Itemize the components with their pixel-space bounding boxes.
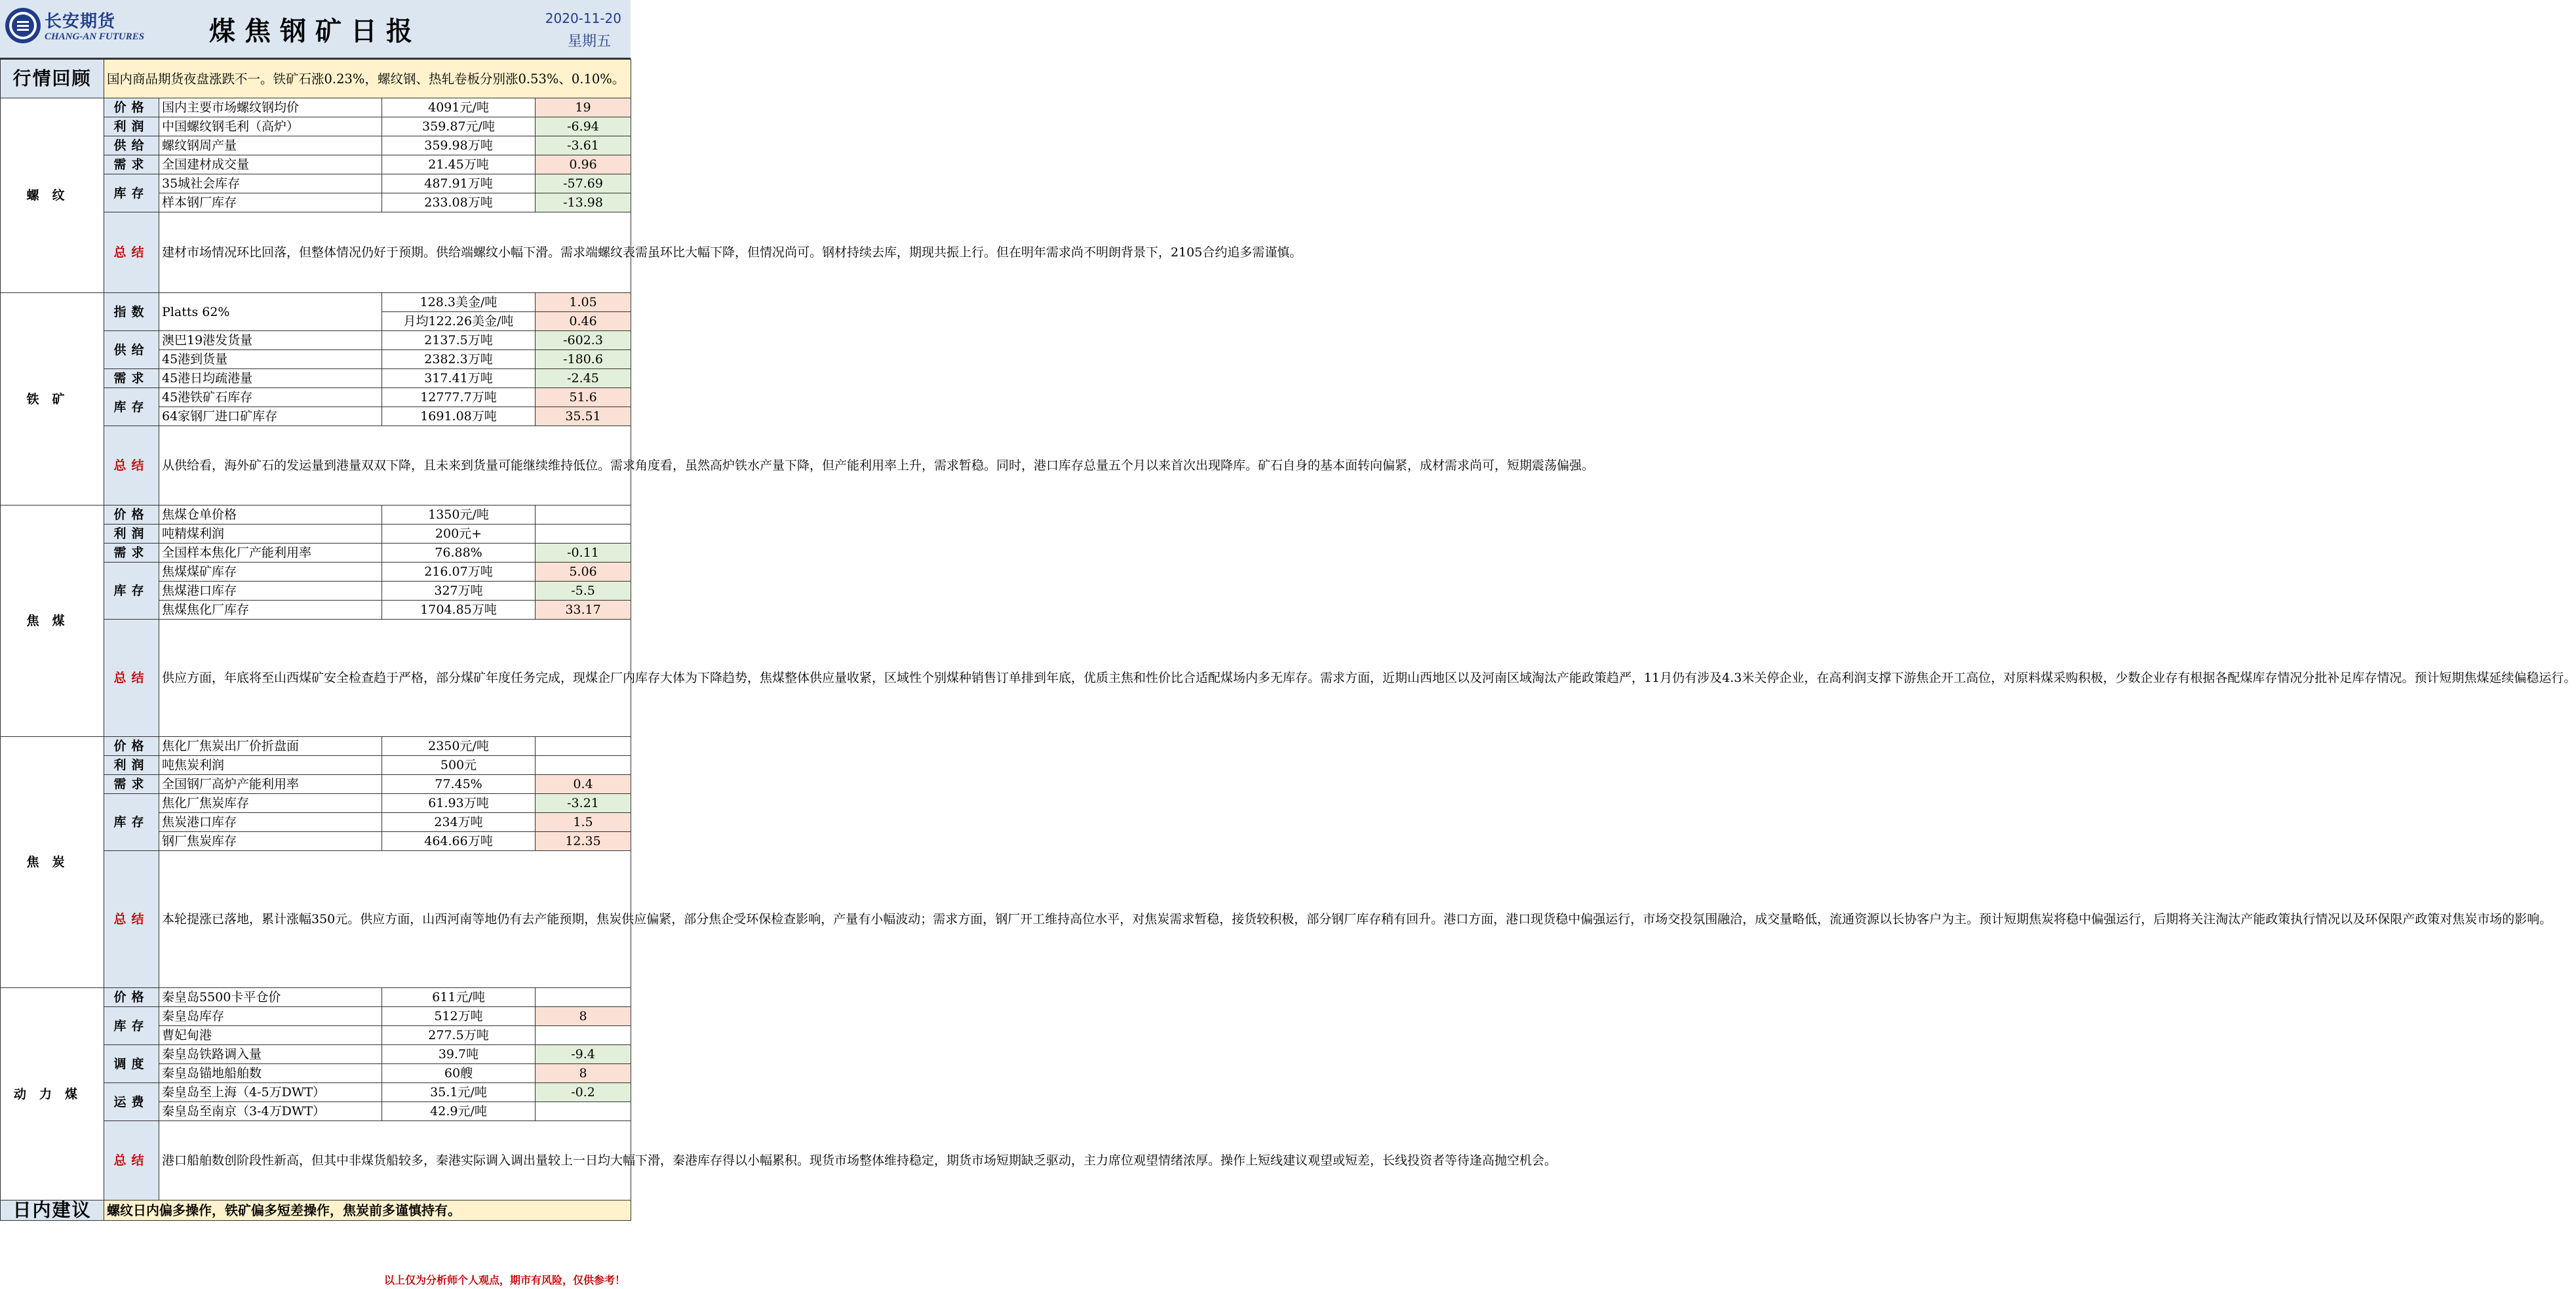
coking_coal-item-name: 焦煤煤矿库存 xyxy=(159,563,382,582)
iron_ore-item-value: 12777.7万吨 xyxy=(382,388,536,407)
rebar-item-name: 螺纹钢周产量 xyxy=(159,136,382,155)
iron_ore-section-label: 铁矿 xyxy=(1,293,104,506)
iron_ore-category-index: 指数 xyxy=(104,293,159,331)
coking_coal-item-change: -0.11 xyxy=(536,544,631,563)
coking_coal-item-name: 全国样本焦化厂产能利用率 xyxy=(159,544,382,563)
coke-item-change: 1.5 xyxy=(536,813,631,832)
iron_ore-category: 需求 xyxy=(104,369,159,388)
iron_ore-item-name: 64家钢厂进口矿库存 xyxy=(159,407,382,426)
iron_ore-item-name: 45港到货量 xyxy=(159,350,382,369)
coking_coal-summary-text: 供应方面，年底将至山西煤矿安全检查趋于严格，部分煤矿年度任务完成，现煤企厂内库存大体为下降趋势，焦煤整体供应量收紧，区域性个别煤种销售订单排到年底，优质主焦和性价比合适配煤场内多无库存。需求方面，近期山西地区以及河南区域淘汰产能政策趋严，11月仍有涉及4.3米关停企业，在高利润支撑下游焦企开工高位，对原料煤采购积极，少数企业存有根据各配煤库存情况分批补足库存情况。预计短期焦煤延续偏稳运行。 xyxy=(159,620,631,737)
report-weekday: 星期五 xyxy=(567,33,611,50)
rebar-item-name: 全国建材成交量 xyxy=(159,155,382,174)
iron_ore-item-name: 澳巴19港发货量 xyxy=(159,331,382,350)
coke-item-name: 焦炭港口库存 xyxy=(159,813,382,832)
thermal_coal-item-name: 秦皇岛至上海（4-5万DWT） xyxy=(159,1083,382,1102)
thermal_coal-item-value: 42.9元/吨 xyxy=(382,1102,536,1121)
coke-item-name: 吨焦炭利润 xyxy=(159,756,382,775)
thermal_coal-category: 调度 xyxy=(104,1045,159,1083)
iron_ore-index-row xyxy=(1,293,631,312)
coke-category: 价格 xyxy=(104,737,159,756)
iron_ore-item-change: 51.6 xyxy=(536,388,631,407)
rebar-item-change: -3.61 xyxy=(536,136,631,155)
coke-item-value: 2350元/吨 xyxy=(382,737,536,756)
coking_coal-item-change xyxy=(536,525,631,544)
iron_ore-index-change: 0.46 xyxy=(536,312,631,331)
thermal_coal-section-label: 动力煤 xyxy=(1,988,104,1200)
rebar-summary-label: 总结 xyxy=(104,212,159,293)
iron_ore-item-name: 45港铁矿石库存 xyxy=(159,388,382,407)
rebar-category: 价格 xyxy=(104,98,159,117)
rebar-item-name: 35城社会库存 xyxy=(159,174,382,193)
thermal_coal-item-name: 秦皇岛至南京（3-4万DWT） xyxy=(159,1102,382,1121)
iron_ore-item-name: 45港日均疏港量 xyxy=(159,369,382,388)
iron_ore-index-item: Platts 62% xyxy=(159,293,382,331)
coking_coal-item-value: 200元+ xyxy=(382,525,536,544)
thermal_coal-item-change: -9.4 xyxy=(536,1045,631,1064)
iron_ore-item-change: -2.45 xyxy=(536,369,631,388)
market-review-label: 行情回顾 xyxy=(1,60,104,98)
rebar-category: 供给 xyxy=(104,136,159,155)
coke-category: 利润 xyxy=(104,756,159,775)
report-table xyxy=(0,59,2576,1221)
coking_coal-item-change: 33.17 xyxy=(536,601,631,620)
thermal_coal-item-name: 曹妃甸港 xyxy=(159,1026,382,1045)
coke-data-row xyxy=(1,737,631,756)
coking_coal-item-name: 焦煤港口库存 xyxy=(159,582,382,601)
market-review-text: 国内商品期货夜盘涨跌不一。铁矿石涨0.23%，螺纹钢、热轧卷板分别涨0.53%、0.10%。 xyxy=(104,60,631,98)
rebar-item-value: 21.45万吨 xyxy=(382,155,536,174)
coke-item-name: 焦化厂焦炭库存 xyxy=(159,794,382,813)
thermal_coal-item-change: 8 xyxy=(536,1007,631,1026)
iron_ore-index-change: 1.05 xyxy=(536,293,631,312)
thermal_coal-item-change xyxy=(536,1026,631,1045)
coke-item-value: 234万吨 xyxy=(382,813,536,832)
coking_coal-item-value: 1704.85万吨 xyxy=(382,601,536,620)
advice-row xyxy=(1,1200,631,1221)
thermal_coal-item-value: 60艘 xyxy=(382,1064,536,1083)
coking_coal-item-value: 1350元/吨 xyxy=(382,506,536,525)
rebar-item-change: 19 xyxy=(536,98,631,117)
coking_coal-item-change xyxy=(536,506,631,525)
thermal_coal-summary-label: 总结 xyxy=(104,1121,159,1200)
rebar-item-value: 233.08万吨 xyxy=(382,193,536,212)
advice-label: 日内建议 xyxy=(1,1200,104,1221)
coking_coal-category: 需求 xyxy=(104,544,159,563)
thermal_coal-item-change: 8 xyxy=(536,1064,631,1083)
coke-item-change xyxy=(536,756,631,775)
iron_ore-item-change: 35.51 xyxy=(536,407,631,426)
rebar-item-change: -6.94 xyxy=(536,117,631,136)
market-review-row xyxy=(1,60,631,98)
rebar-item-value: 359.87元/吨 xyxy=(382,117,536,136)
rebar-item-change: 0.96 xyxy=(536,155,631,174)
coking_coal-item-value: 76.88% xyxy=(382,544,536,563)
thermal_coal-item-change xyxy=(536,1102,631,1121)
coke-item-change xyxy=(536,737,631,756)
iron_ore-category: 库存 xyxy=(104,388,159,426)
iron_ore-item-value: 2137.5万吨 xyxy=(382,331,536,350)
coking_coal-item-value: 216.07万吨 xyxy=(382,563,536,582)
iron_ore-index-value: 128.3美金/吨 xyxy=(382,293,536,312)
thermal_coal-item-change: -0.2 xyxy=(536,1083,631,1102)
iron_ore-summary-label: 总结 xyxy=(104,426,159,506)
thermal_coal-item-value: 39.7吨 xyxy=(382,1045,536,1064)
coke-item-name: 钢厂焦炭库存 xyxy=(159,832,382,851)
coke-item-name: 全国钢厂高炉产能利用率 xyxy=(159,775,382,794)
thermal_coal-item-value: 611元/吨 xyxy=(382,988,536,1007)
rebar-item-value: 359.98万吨 xyxy=(382,136,536,155)
coking_coal-item-change: -5.5 xyxy=(536,582,631,601)
rebar-item-name: 样本钢厂库存 xyxy=(159,193,382,212)
report-header xyxy=(0,0,631,59)
thermal_coal-item-name: 秦皇岛库存 xyxy=(159,1007,382,1026)
brand-name-cn: 长安期货 xyxy=(45,12,116,31)
rebar-item-change: -13.98 xyxy=(536,193,631,212)
thermal_coal-item-value: 35.1元/吨 xyxy=(382,1083,536,1102)
coking_coal-category: 利润 xyxy=(104,525,159,544)
coke-summary-text: 本轮提涨已落地，累计涨幅350元。供应方面，山西河南等地仍有去产能预期，焦炭供应偏紧，部分焦企受环保检查影响，产量有小幅波动；需求方面，钢厂开工维持高位水平，对焦炭需求暂稳，接货较积极，部分钢厂库存稍有回升。港口方面，港口现货稳中偏强运行，市场交投氛围融洽，成交量略低，流通资源以长协客户为主。预计短期焦炭将稳中偏强运行，后期将关注淘汰产能政策执行情况以及环保限产政策对焦炭市场的影响。 xyxy=(159,851,631,988)
rebar-item-value: 487.91万吨 xyxy=(382,174,536,193)
iron_ore-item-value: 2382.3万吨 xyxy=(382,350,536,369)
coking_coal-category: 价格 xyxy=(104,506,159,525)
thermal_coal-item-value: 277.5万吨 xyxy=(382,1026,536,1045)
coking_coal-item-change: 5.06 xyxy=(536,563,631,582)
rebar-item-change: -57.69 xyxy=(536,174,631,193)
rebar-item-name: 中国螺纹钢毛利（高炉） xyxy=(159,117,382,136)
coke-item-value: 464.66万吨 xyxy=(382,832,536,851)
rebar-category: 利润 xyxy=(104,117,159,136)
iron_ore-item-value: 1691.08万吨 xyxy=(382,407,536,426)
coke-item-change: -3.21 xyxy=(536,794,631,813)
advice-text: 螺纹日内偏多操作，铁矿偏多短差操作，焦炭前多谨慎持有。 xyxy=(104,1200,631,1221)
rebar-data-row xyxy=(1,98,631,117)
thermal_coal-category: 价格 xyxy=(104,988,159,1007)
coke-item-change: 12.35 xyxy=(536,832,631,851)
coke-item-value: 77.45% xyxy=(382,775,536,794)
coke-category: 库存 xyxy=(104,794,159,851)
coke-item-name: 焦化厂焦炭出厂价折盘面 xyxy=(159,737,382,756)
thermal_coal-data-row xyxy=(1,988,631,1007)
coke-section-label: 焦炭 xyxy=(1,737,104,988)
coke-item-value: 61.93万吨 xyxy=(382,794,536,813)
coking_coal-category: 库存 xyxy=(104,563,159,620)
thermal_coal-category: 运费 xyxy=(104,1083,159,1121)
brand-name-en: CHANG-AN FUTURES xyxy=(45,31,145,42)
thermal_coal-item-name: 秦皇岛5500卡平仓价 xyxy=(159,988,382,1007)
rebar-item-name: 国内主要市场螺纹钢均价 xyxy=(159,98,382,117)
coke-category: 需求 xyxy=(104,775,159,794)
thermal_coal-category: 库存 xyxy=(104,1007,159,1045)
disclaimer: 以上仅为分析师个人观点，期市有风险，仅供参考！ xyxy=(383,1274,625,1286)
coke-summary-label: 总结 xyxy=(104,851,159,988)
rebar-section-label: 螺纹 xyxy=(1,98,104,293)
coking_coal-summary-label: 总结 xyxy=(104,620,159,737)
coking_coal-section-label: 焦煤 xyxy=(1,506,104,737)
iron_ore-category: 供给 xyxy=(104,331,159,369)
rebar-item-value: 4091元/吨 xyxy=(382,98,536,117)
coke-item-value: 500元 xyxy=(382,756,536,775)
report-date: 2020-11-20 xyxy=(545,10,621,26)
rebar-category: 库存 xyxy=(104,174,159,212)
report-title: 煤焦钢矿日报 xyxy=(209,16,421,47)
iron_ore-index-value: 月均122.26美金/吨 xyxy=(382,312,536,331)
coke-item-change: 0.4 xyxy=(536,775,631,794)
coking_coal-item-value: 327万吨 xyxy=(382,582,536,601)
rebar-category: 需求 xyxy=(104,155,159,174)
coking_coal-data-row xyxy=(1,506,631,525)
thermal_coal-item-name: 秦皇岛铁路调入量 xyxy=(159,1045,382,1064)
iron_ore-item-change: -602.3 xyxy=(536,331,631,350)
iron_ore-item-change: -180.6 xyxy=(536,350,631,369)
thermal_coal-item-change xyxy=(536,988,631,1007)
iron_ore-summary-text: 从供给看，海外矿石的发运量到港量双双下降，且未来到货量可能继续维持低位。需求角度看，虽然高炉铁水产量下降，但产能利用率上升，需求暂稳。同时，港口库存总量五个月以来首次出现降库。矿石自身的基本面转向偏紧，成材需求尚可，短期震荡偏强。 xyxy=(159,426,631,506)
coking_coal-item-name: 焦煤焦化厂库存 xyxy=(159,601,382,620)
coking_coal-item-name: 焦煤仓单价格 xyxy=(159,506,382,525)
coking_coal-item-name: 吨精煤利润 xyxy=(159,525,382,544)
thermal_coal-summary-text: 港口船舶数创阶段性新高，但其中非煤货船较多，秦港实际调入调出量较上一日均大幅下滑，秦港库存得以小幅累积。现货市场整体维持稳定，期货市场短期缺乏驱动，主力席位观望情绪浓厚。操作上短线建议观望或短差，长线投资者等待逢高抛空机会。 xyxy=(159,1121,631,1200)
thermal_coal-item-value: 512万吨 xyxy=(382,1007,536,1026)
iron_ore-item-value: 317.41万吨 xyxy=(382,369,536,388)
rebar-summary-text: 建材市场情况环比回落，但整体情况仍好于预期。供给端螺纹小幅下滑。需求端螺纹表需虽环比大幅下降，但情况尚可。钢材持续去库，期现共振上行。但在明年需求尚不明朗背景下，2105合约追多需谨慎。 xyxy=(159,212,631,293)
thermal_coal-item-name: 秦皇岛锚地船舶数 xyxy=(159,1064,382,1083)
